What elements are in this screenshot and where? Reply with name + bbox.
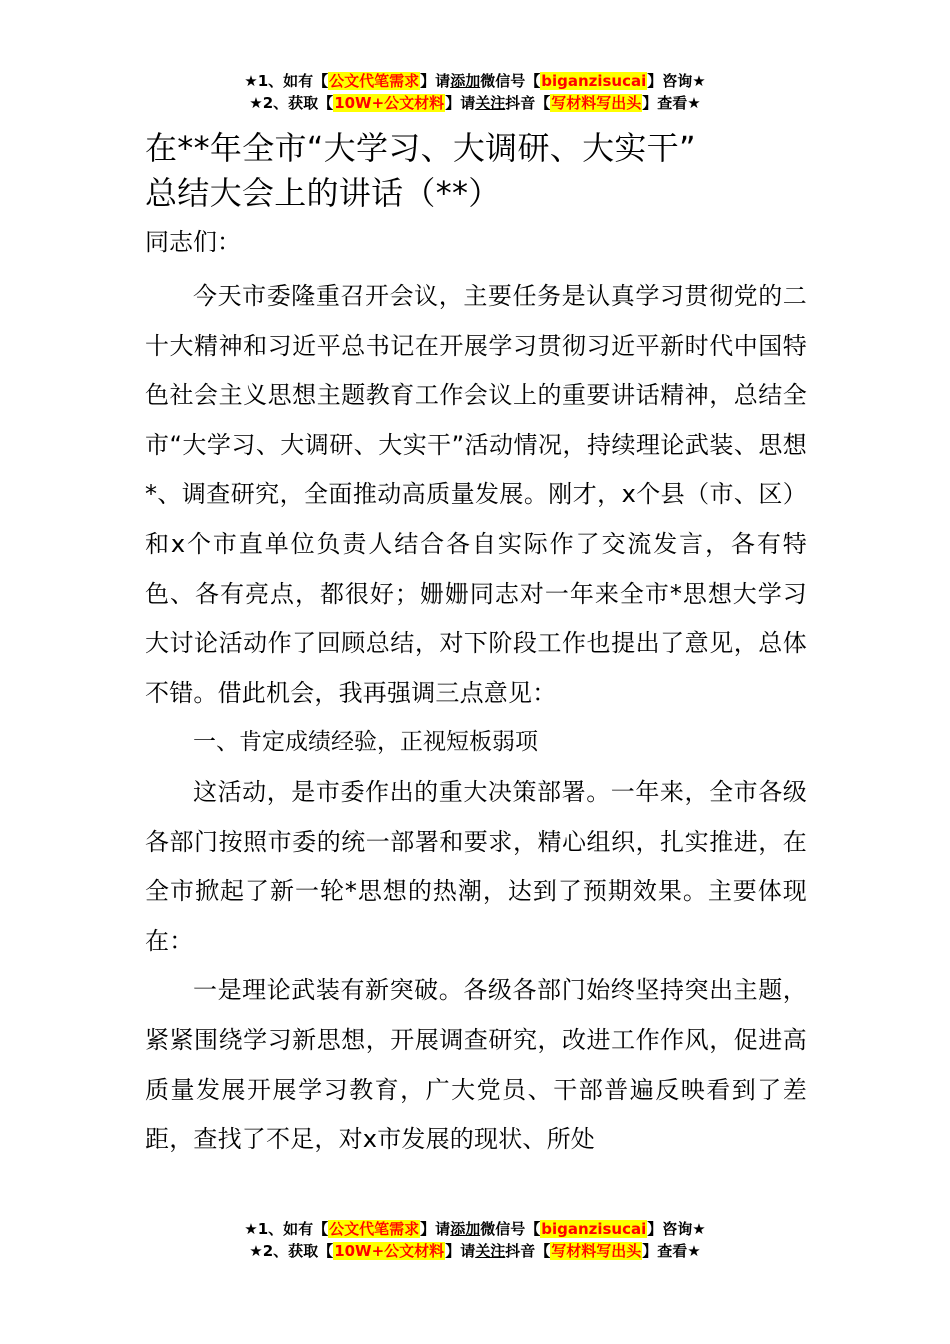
promo-banner-bottom [0,1218,950,1262]
promo-highlight: 10W+公文材料 [334,94,445,112]
paragraph-2: 这活动，是市委作出的重大决策部署。一年来，全市各级各部门按照市委的统一部署和要求，精心组织，扎实推进，在全市掀起了新一轮*思想的热潮，达到了预期效果。主要体现在： [145,777,807,955]
promo-line-2: ★2、获取【10W+公文材料】请关注抖音【写材料写出头】查看★ [249,94,701,112]
promo-highlight: 公文代笔需求 [329,72,420,90]
paragraph-1: 今天市委隆重召开会议，主要任务是认真学习贯彻党的二十大精神和习近平总书记在开展学习贯彻习近平新时代中国特色社会主义思想主题教育工作会议上的重要讲话精神，总结全市“大学习、大调研、大实干”活动情况，持续理论武装、思想*、调查研究，全面推动高质量发展。刚才，x个县（市、区）和x个市直单位负责人结合各自实际作了交流发言，各有特色、各有亮点，都很好；姗姗同志对一年来全市*思想大学习大讨论活动作了回顾总结，对下阶段工作也提出了意见，总体不错。借此机会，我再强调三点意见： [145,282,807,707]
document-title: 在**年全市“大学习、大调研、大实干” 总结大会上的讲话（**） [145,129,696,212]
promo-highlight: biganzisucai [541,1220,647,1238]
paragraph-3: 一是理论武装有新突破。各级各部门始终坚持突出主题，紧紧围绕学习新思想，开展调查研究，改进工作作风，促进高质量发展开展学习教育，广大党员、干部普遍反映看到了差距，查找了不足，对x市发展的现状、所处 [145,976,807,1154]
promo-line-2: ★2、获取【10W+公文材料】请关注抖音【写材料写出头】查看★ [249,1242,701,1260]
promo-highlight: 公文代笔需求 [329,1220,420,1238]
promo-banner-top [0,70,950,114]
promo-highlight: biganzisucai [541,72,647,90]
promo-highlight: 写材料写出头 [551,94,642,112]
document-body [145,126,807,1165]
salutation: 同志们： [145,228,241,256]
section-heading-1: 一、肯定成绩经验，正视短板弱项 [193,729,538,756]
promo-line-1: ★1、如有【公文代笔需求】请添加微信号【biganzisucai】咨询★ [244,1220,706,1238]
promo-highlight: 写材料写出头 [551,1242,642,1260]
promo-highlight: 10W+公文材料 [334,1242,445,1260]
promo-line-1: ★1、如有【公文代笔需求】请添加微信号【biganzisucai】咨询★ [244,72,706,90]
